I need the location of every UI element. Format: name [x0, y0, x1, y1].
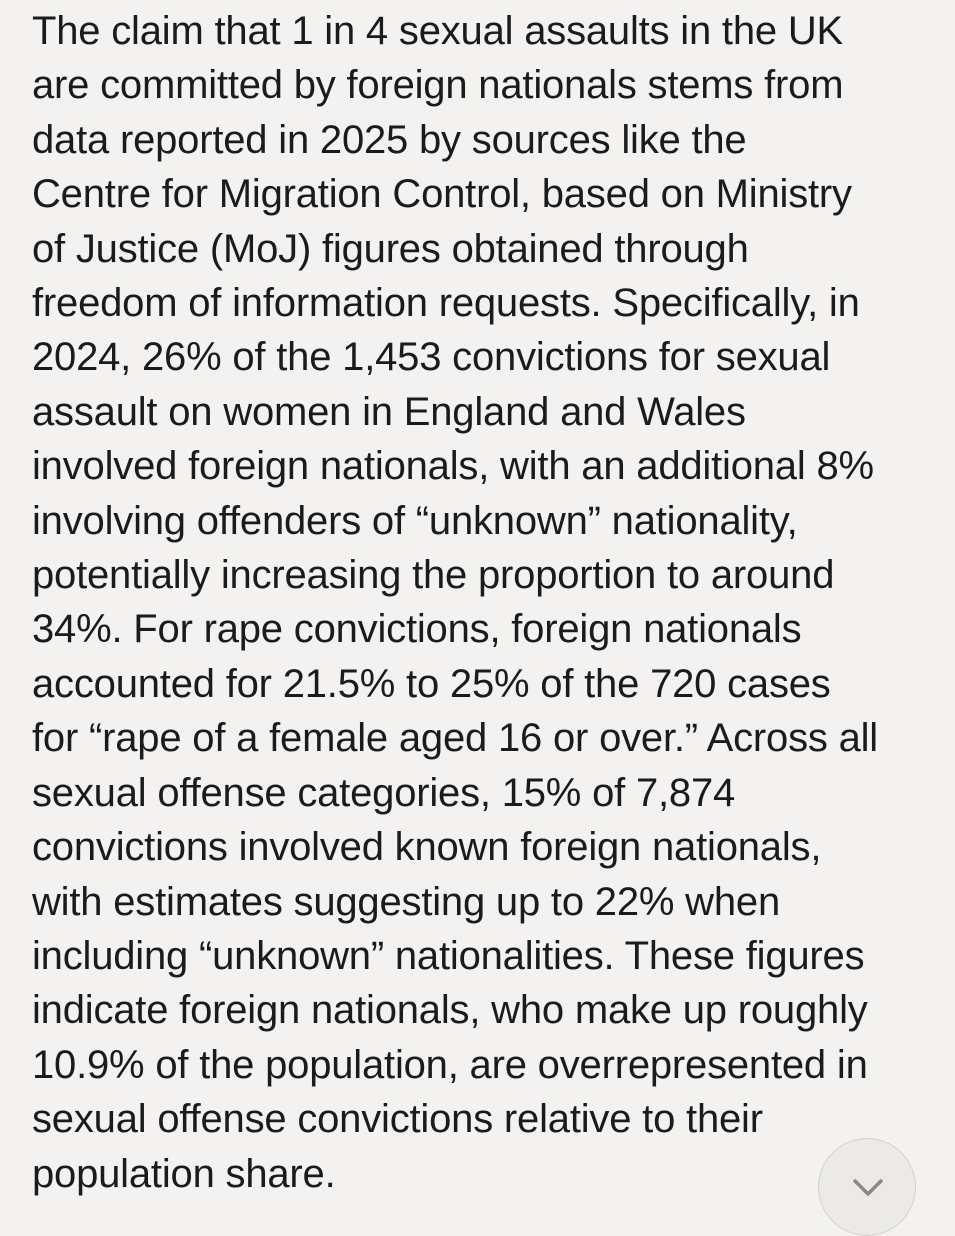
text-line: with estimates suggesting up to 22% when: [32, 879, 780, 924]
text-line: sexual offense categories, 15% of 7,874: [32, 770, 736, 815]
text-line: 2024, 26% of the 1,453 convictions for sexual: [32, 335, 831, 380]
text-line: for “rape of a female aged 16 or over.” Across all: [32, 716, 878, 761]
text-line: assault on women in England and Wales: [32, 389, 746, 434]
chevron-down-icon: [847, 1167, 889, 1209]
text-line: 34%. For rape convictions, foreign nationals: [32, 607, 802, 652]
text-line: involving offenders of “unknown” nationality,: [32, 498, 798, 543]
text-line: Centre for Migration Control, based on Ministry: [32, 172, 852, 217]
text-line: potentially increasing the proportion to around: [32, 553, 835, 598]
scroll-down-button[interactable]: [818, 1138, 916, 1236]
text-line: freedom of information requests. Specifically, in: [32, 281, 860, 326]
text-line: of Justice (MoJ) figures obtained through: [32, 226, 749, 271]
text-line: The claim that 1 in 4 sexual assaults in the UK: [32, 9, 844, 53]
text-line: sexual offense convictions relative to their: [32, 1097, 763, 1142]
text-line: are committed by foreign nationals stems from: [32, 63, 844, 108]
text-line: convictions involved known foreign nationals,: [32, 825, 822, 870]
text-line: indicate foreign nationals, who make up roughly: [32, 988, 868, 1033]
text-line: accounted for 21.5% to 25% of the 720 cases: [32, 661, 831, 706]
text-line: 10.9% of the population, are overrepresented in: [32, 1042, 868, 1087]
text-line: including “unknown” nationalities. These figures: [32, 933, 865, 978]
text-line: population share.: [32, 1151, 336, 1196]
text-line: data reported in 2025 by sources like the: [32, 117, 747, 162]
response-text: [32, 4, 937, 1201]
text-line: involved foreign nationals, with an additional 8%: [32, 444, 874, 489]
